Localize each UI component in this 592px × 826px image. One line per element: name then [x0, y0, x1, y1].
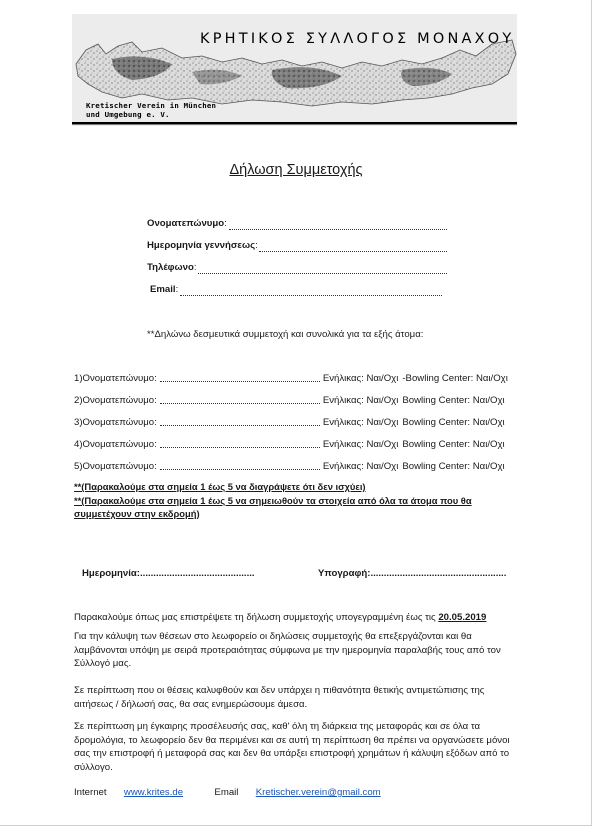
person-name-label: 1)Ονοματεπώνυμο: — [74, 373, 157, 384]
seat-allocation-paragraph: Για την κάλυψη των θέσεων στο λεωφορείο οι δηλώσεις συμμετοχής θα επεξεργάζονται και θα λαμβάνονται υπόψη με σειρά προτεραιότητας σύμφωνα με την ημερομηνία παραλαβής τους από τον Σύλλογό μας. — [74, 631, 501, 670]
date-dotted-line[interactable]: ........................................... — [139, 568, 255, 579]
person-row[interactable] — [74, 373, 508, 384]
email-field[interactable]: Email: — [150, 284, 179, 295]
bowling-option[interactable]: Bowling Center: Ναι/Οχι — [402, 395, 505, 406]
bowling-option[interactable]: -Bowling Center: Ναι/Οχι — [402, 373, 508, 384]
person-row[interactable] — [74, 461, 505, 472]
birthdate-field[interactable]: Ημερομηνία γεννήσεως: — [147, 240, 258, 251]
return-deadline-paragraph — [74, 611, 524, 625]
name-label: Ονοματεπώνυμο — [147, 218, 225, 229]
signature-dotted-line[interactable]: ................................................... — [370, 568, 507, 579]
fill-all-instruction-note: **(Παρακαλούμε στα σημεία 1 έως 5 να σημειωθούν τα στοιχεία από όλα τα άτομα που θα συμμετέχουν στην εκδρομή) — [74, 495, 472, 519]
commitment-note: **Δηλώνω δεσμευτικά συμμετοχή και συνολικά για τα εξής άτομα: — [147, 329, 424, 340]
delete-instruction-note: **(Παρακαλούμε στα σημεία 1 έως 5 να διαγράψετε ότι δεν ισχύει) — [74, 481, 366, 492]
adult-option[interactable]: Ενήλικας: Ναι/Οχι — [322, 461, 399, 472]
return-deadline-text: Παρακαλούμε όπως μας επιστρέψετε τη δήλωση συμμετοχής υπογεγραμμένη έως τις — [74, 612, 439, 623]
bowling-option[interactable]: Bowling Center: Ναι/Οχι — [402, 439, 505, 450]
signature-label: Υπογραφή: — [318, 568, 371, 579]
association-german-name — [86, 102, 216, 119]
email-label: Email — [150, 284, 176, 295]
date-label: Ημερομηνία: — [82, 568, 140, 579]
return-deadline-date: 20.05.2019 — [438, 612, 487, 623]
birthdate-label: Ημερομηνία γεννήσεως — [147, 240, 256, 251]
seats-full-paragraph: Σε περίπτωση που οι θέσεις καλυφθούν και δεν υπάρχει η πιθανότητα θετικής αντιμετώπισης της αιτήσεως / δήλωσή σας, θα σας ενημερώσουμε άμεσα. — [74, 685, 485, 710]
phone-field[interactable]: Τηλέφωνο: — [147, 262, 197, 273]
person-name-dotted-line[interactable] — [160, 425, 320, 426]
email-link[interactable]: Kretischer.verein@gmail.com — [255, 787, 381, 798]
person-row[interactable] — [74, 395, 505, 406]
phone-dotted-line[interactable] — [198, 273, 447, 274]
person-row[interactable] — [74, 417, 505, 428]
date-signature-field[interactable] — [82, 568, 255, 579]
person-name-label: 3)Ονοματεπώνυμο: — [74, 417, 157, 428]
association-name-heading: ΚΡΗΤΙΚΟΣ ΣΥΛΛΟΓΟΣ ΜΟΝΑΧΟΥ — [200, 31, 515, 47]
phone-label: Τηλέφωνο — [147, 262, 194, 273]
birthdate-dotted-line[interactable] — [259, 251, 447, 252]
website-link[interactable]: www.krites.de — [123, 787, 184, 798]
adult-option[interactable]: Ενήλικας: Ναι/Οχι — [322, 417, 399, 428]
email-dotted-line[interactable] — [180, 295, 442, 296]
person-name-dotted-line[interactable] — [160, 403, 320, 404]
association-german-line2: und Umgebung e. V. — [86, 109, 170, 119]
adult-option[interactable]: Ενήλικας: Ναι/Οχι — [322, 373, 399, 384]
person-name-label: 2)Ονοματεπώνυμο: — [74, 395, 157, 406]
adult-option[interactable]: Ενήλικας: Ναι/Οχι — [322, 439, 399, 450]
name-field[interactable]: Ονοματεπώνυμο: — [147, 218, 227, 229]
person-name-dotted-line[interactable] — [160, 381, 320, 382]
contact-footer — [74, 787, 381, 798]
internet-label: Internet — [74, 787, 107, 798]
header-banner — [72, 14, 517, 126]
email-contact-label: Email — [214, 787, 239, 798]
person-name-label: 5)Ονοματεπώνυμο: — [74, 461, 157, 472]
person-row[interactable] — [74, 439, 505, 450]
header-divider — [72, 124, 517, 125]
signature-field[interactable] — [318, 568, 506, 579]
late-arrival-paragraph: Σε περίπτωση μη έγκαιρης προσέλευσής σας, καθ' όλη τη διάρκεια της μεταφοράς και σε όλα τα δρομολόγια, το λεωφορείο δεν θα περιμένει και σε αυτή τη περίπτωση θα πρέπει να οργανώσετε μόνοι σας την επιστροφή ή μεταφορά σας και δεν θα υπάρξει επιστροφή χρημάτων ή κάλυψη εξόδων από το σύλλογο. — [74, 721, 510, 773]
bowling-option[interactable]: Bowling Center: Ναι/Οχι — [402, 461, 505, 472]
adult-option[interactable]: Ενήλικας: Ναι/Οχι — [322, 395, 399, 406]
person-name-dotted-line[interactable] — [160, 469, 320, 470]
bowling-option[interactable]: Bowling Center: Ναι/Οχι — [402, 417, 505, 428]
person-name-label: 4)Ονοματεπώνυμο: — [74, 439, 157, 450]
person-name-dotted-line[interactable] — [160, 447, 320, 448]
name-dotted-line[interactable] — [229, 229, 447, 230]
document-title: Δήλωση Συμμετοχής — [229, 162, 363, 178]
association-german-line1: Kretischer Verein in München — [86, 101, 217, 110]
